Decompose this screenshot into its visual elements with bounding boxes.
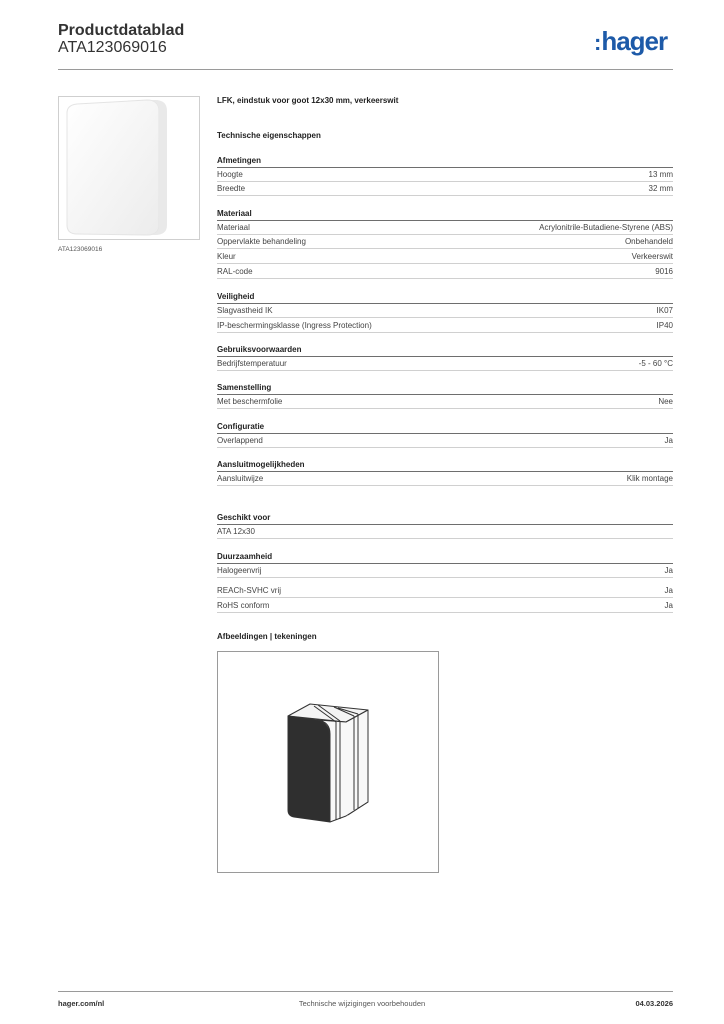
section-title-afmetingen: Afmetingen bbox=[217, 156, 261, 165]
table-row bbox=[217, 584, 673, 598]
table-row bbox=[217, 304, 673, 318]
row-value: Verkeerswit bbox=[631, 252, 673, 261]
table-row bbox=[217, 434, 673, 448]
table-row bbox=[217, 319, 673, 333]
product-description: LFK, eindstuk voor goot 12x30 mm, verkeerswit bbox=[217, 96, 399, 105]
table-row bbox=[217, 357, 673, 371]
row-key: Breedte bbox=[217, 184, 246, 193]
section-title-duurzaamheid: Duurzaamheid bbox=[217, 552, 273, 561]
row-key: RoHS conform bbox=[217, 601, 270, 610]
section-title-aansluitmogelijkheden: Aansluitmogelijkheden bbox=[217, 460, 305, 469]
table-row bbox=[217, 472, 673, 486]
section-title-veiligheid: Veiligheid bbox=[217, 292, 255, 301]
footer-divider bbox=[58, 991, 673, 992]
table-row bbox=[217, 221, 673, 235]
row-value: IP40 bbox=[656, 321, 673, 330]
row-value: Acrylonitrile-Butadiene-Styrene (ABS) bbox=[539, 223, 673, 232]
table-row bbox=[217, 265, 673, 279]
header-divider bbox=[58, 69, 673, 70]
table-row bbox=[217, 250, 673, 264]
table-row bbox=[217, 525, 673, 539]
row-key: IP-beschermingsklasse (Ingress Protection) bbox=[217, 321, 372, 330]
row-key: Kleur bbox=[217, 252, 236, 261]
table-row bbox=[217, 599, 673, 613]
row-value: 9016 bbox=[655, 267, 673, 276]
section-title-gebruiksvoorwaarden: Gebruiksvoorwaarden bbox=[217, 345, 302, 354]
section-title-geschikt-voor: Geschikt voor bbox=[217, 513, 271, 522]
row-value: Klik montage bbox=[626, 474, 673, 483]
technical-drawing bbox=[217, 651, 439, 873]
row-value: Ja bbox=[664, 601, 673, 610]
row-value: -5 - 60 °C bbox=[638, 359, 673, 368]
row-value: 13 mm bbox=[648, 170, 673, 179]
section-title-samenstelling: Samenstelling bbox=[217, 383, 272, 392]
row-key: Hoogte bbox=[217, 170, 243, 179]
footer-date: 04.03.2026 bbox=[635, 999, 673, 1008]
table-row bbox=[217, 564, 673, 578]
product-photo-image bbox=[59, 97, 199, 239]
hager-logo: :hager bbox=[594, 26, 668, 56]
website-link[interactable]: hager.com/nl bbox=[58, 999, 105, 1008]
row-value: Nee bbox=[658, 397, 673, 406]
product-photo bbox=[58, 96, 200, 240]
row-value: Ja bbox=[664, 436, 673, 445]
row-value: 32 mm bbox=[648, 184, 673, 193]
figures-heading: Afbeeldingen | tekeningen bbox=[217, 632, 317, 641]
tech-properties-heading: Technische eigenschappen bbox=[217, 131, 321, 140]
row-key: Halogeenvrij bbox=[217, 566, 262, 575]
section-title-materiaal: Materiaal bbox=[217, 209, 252, 218]
page-title: Productdatablad bbox=[58, 22, 185, 39]
table-row bbox=[217, 235, 673, 249]
section-title-configuratie: Configuratie bbox=[217, 422, 265, 431]
row-key: Slagvastheid IK bbox=[217, 306, 273, 315]
row-key: Oppervlakte behandeling bbox=[217, 237, 306, 246]
row-value: Ja bbox=[664, 586, 673, 595]
row-value: Onbehandeld bbox=[624, 237, 673, 246]
row-key: RAL-code bbox=[217, 267, 253, 276]
row-key: REACh-SVHC vrij bbox=[217, 586, 282, 595]
table-row bbox=[217, 168, 673, 182]
row-key: ATA 12x30 bbox=[217, 527, 255, 536]
end-cap-drawing bbox=[218, 652, 438, 872]
row-key: Aansluitwijze bbox=[217, 474, 264, 483]
product-code: ATA123069016 bbox=[58, 39, 167, 56]
table-row bbox=[217, 182, 673, 196]
logo-text: hager bbox=[601, 26, 668, 56]
row-key: Materiaal bbox=[217, 223, 250, 232]
row-key: Overlappend bbox=[217, 436, 263, 445]
row-key: Bedrijfstemperatuur bbox=[217, 359, 287, 368]
row-value: Ja bbox=[664, 566, 673, 575]
footer-notice: Technische wijzigingen voorbehouden bbox=[298, 999, 426, 1008]
table-row bbox=[217, 395, 673, 409]
row-key: Met beschermfolie bbox=[217, 397, 283, 406]
photo-caption: ATA123069016 bbox=[58, 246, 103, 253]
row-value: IK07 bbox=[656, 306, 673, 315]
